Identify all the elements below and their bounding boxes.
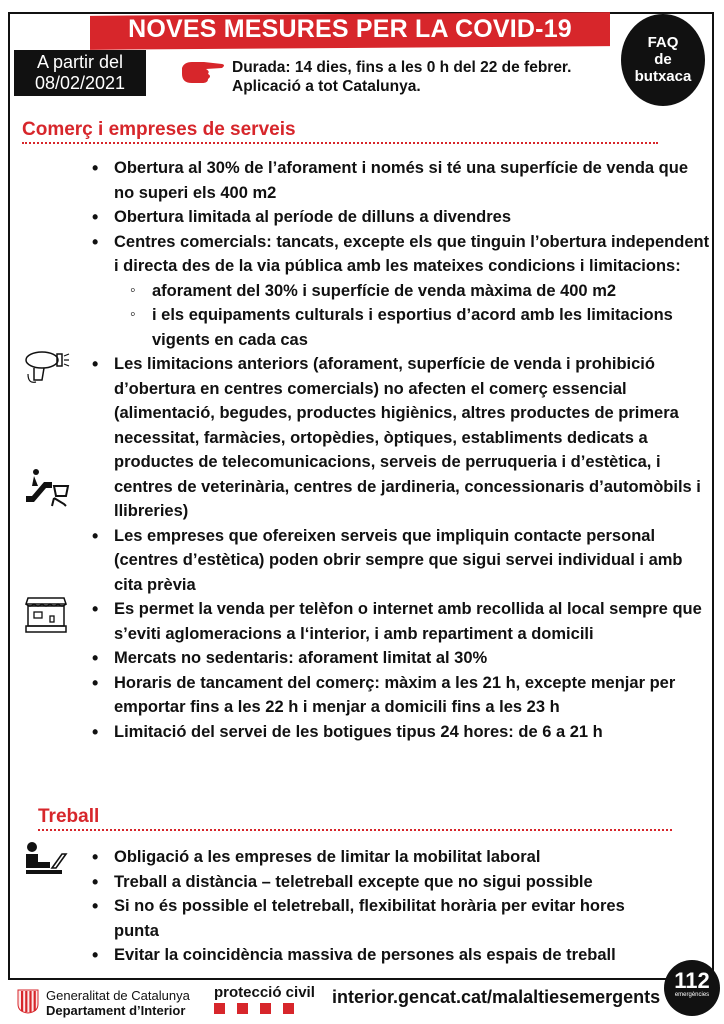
generalitat-emblem-icon xyxy=(16,988,40,1014)
list-item: • Treball a distància – teletreball excepte que no sigui possible xyxy=(90,870,710,895)
sub-list-item: ◦ aforament del 30% i superfície de venda màxima de 400 m2 xyxy=(128,279,710,304)
faq-label-butxaca: butxaca xyxy=(634,68,692,85)
list-item: • Obertura limitada al període de dilluns a divendres xyxy=(90,205,710,230)
emergency-112-badge xyxy=(664,960,720,1016)
faq-badge xyxy=(621,14,705,106)
generalitat-name: Generalitat de Catalunya xyxy=(46,988,190,1003)
list-item xyxy=(90,230,710,353)
sub-list xyxy=(114,279,710,353)
market-stall-icon xyxy=(24,590,68,634)
duration-line: Durada: 14 dies, fins a les 0 h del 22 de febrer. xyxy=(232,59,572,76)
list-item: • Mercats no sedentaris: aforament limitat al 30% xyxy=(90,646,710,671)
list-item: • Es permet la venda per telèfon o internet amb recollida al local sempre que s’eviti aglomeracions a l‘interior, i amb repartiment a domicili xyxy=(90,597,710,646)
proteccio-civil-squares xyxy=(214,1003,315,1014)
faq-label: FAQ xyxy=(647,34,679,51)
section-divider xyxy=(22,142,658,144)
start-date-value: 08/02/2021 xyxy=(34,73,126,93)
list-item: • Les empreses que ofereixen serveis que impliquin contacte personal (centres d’estètica) poden obrir sempre que sigui servei individual i amb cita prèvia xyxy=(90,524,710,598)
section-title-treball: Treball xyxy=(38,806,100,827)
scope-line: Aplicació a tot Catalunya. xyxy=(232,78,421,95)
person-laptop-icon xyxy=(22,840,70,878)
sub-list-item: ◦ i els equipaments culturals i esportius d’acord amb les limitacions vigents en cada cas xyxy=(128,303,710,352)
duration-note xyxy=(232,58,571,96)
pointing-hand-icon xyxy=(178,58,228,86)
list-item: • Si no és possible el teletreball, flexibilitat horària per evitar hores punta xyxy=(90,894,654,943)
proteccio-civil-logo xyxy=(214,984,315,1014)
list-item: • Les limitacions anteriors (aforament, superfície de venda i prohibició d’obertura en centres comercials) no afecten el comerç essencial (alimentació, begudes, productes higiènics, altres productes de primera necessitat, farmàcies, ortopèdies, òptiques, establiments dedicats a productes de telecomunicacions, serveis de perruqueria i d’estètica, i centres de veterinària, centres de jardineria, concessionaris d’automòbils i llibreries) xyxy=(90,352,710,524)
emergency-number: 112 xyxy=(674,968,710,993)
generalitat-logo xyxy=(16,988,190,1019)
website-url[interactable]: interior.gencat.cat/malaltiesemergents xyxy=(332,987,661,1007)
treball-list xyxy=(90,845,710,968)
list-item: • Horaris de tancament del comerç: màxim a les 21 h, excepte menjar per emportar fins a les 22 h i menjar a domicili fins a les 23 h xyxy=(90,671,710,720)
list-item: • Obertura al 30% de l’aforament i només si té una superfície de venda que no superi els 400 m2 xyxy=(90,156,710,205)
list-item: • Obligació a les empreses de limitar la mobilitat laboral xyxy=(90,845,710,870)
comerc-list xyxy=(90,156,710,744)
section-divider xyxy=(38,829,672,831)
page-title: NOVES MESURES PER LA COVID-19 xyxy=(128,15,572,43)
department-name: Departament d’Interior xyxy=(46,1003,186,1018)
list-item: • Limitació del servei de les botigues tipus 24 hores: de 6 a 21 h xyxy=(90,720,710,745)
faq-label-de: de xyxy=(654,51,672,68)
emergency-label: emergències xyxy=(674,992,710,998)
start-date-label: A partir del xyxy=(36,52,124,72)
escalator-shopping-icon xyxy=(24,468,70,508)
list-item-text: Centres comercials: tancats, excepte els que tinguin l’obertura independent i directa des de la via pública amb les mateixes condicions i limitacions: xyxy=(114,232,710,275)
list-item: • Evitar la coincidència massiva de persones als espais de treball xyxy=(90,943,710,968)
proteccio-civil-label: protecció civil xyxy=(214,984,315,1001)
hair-dryer-icon xyxy=(24,350,70,386)
start-date-badge xyxy=(14,50,146,96)
section-title-comerc: Comerç i empreses de serveis xyxy=(22,119,296,140)
